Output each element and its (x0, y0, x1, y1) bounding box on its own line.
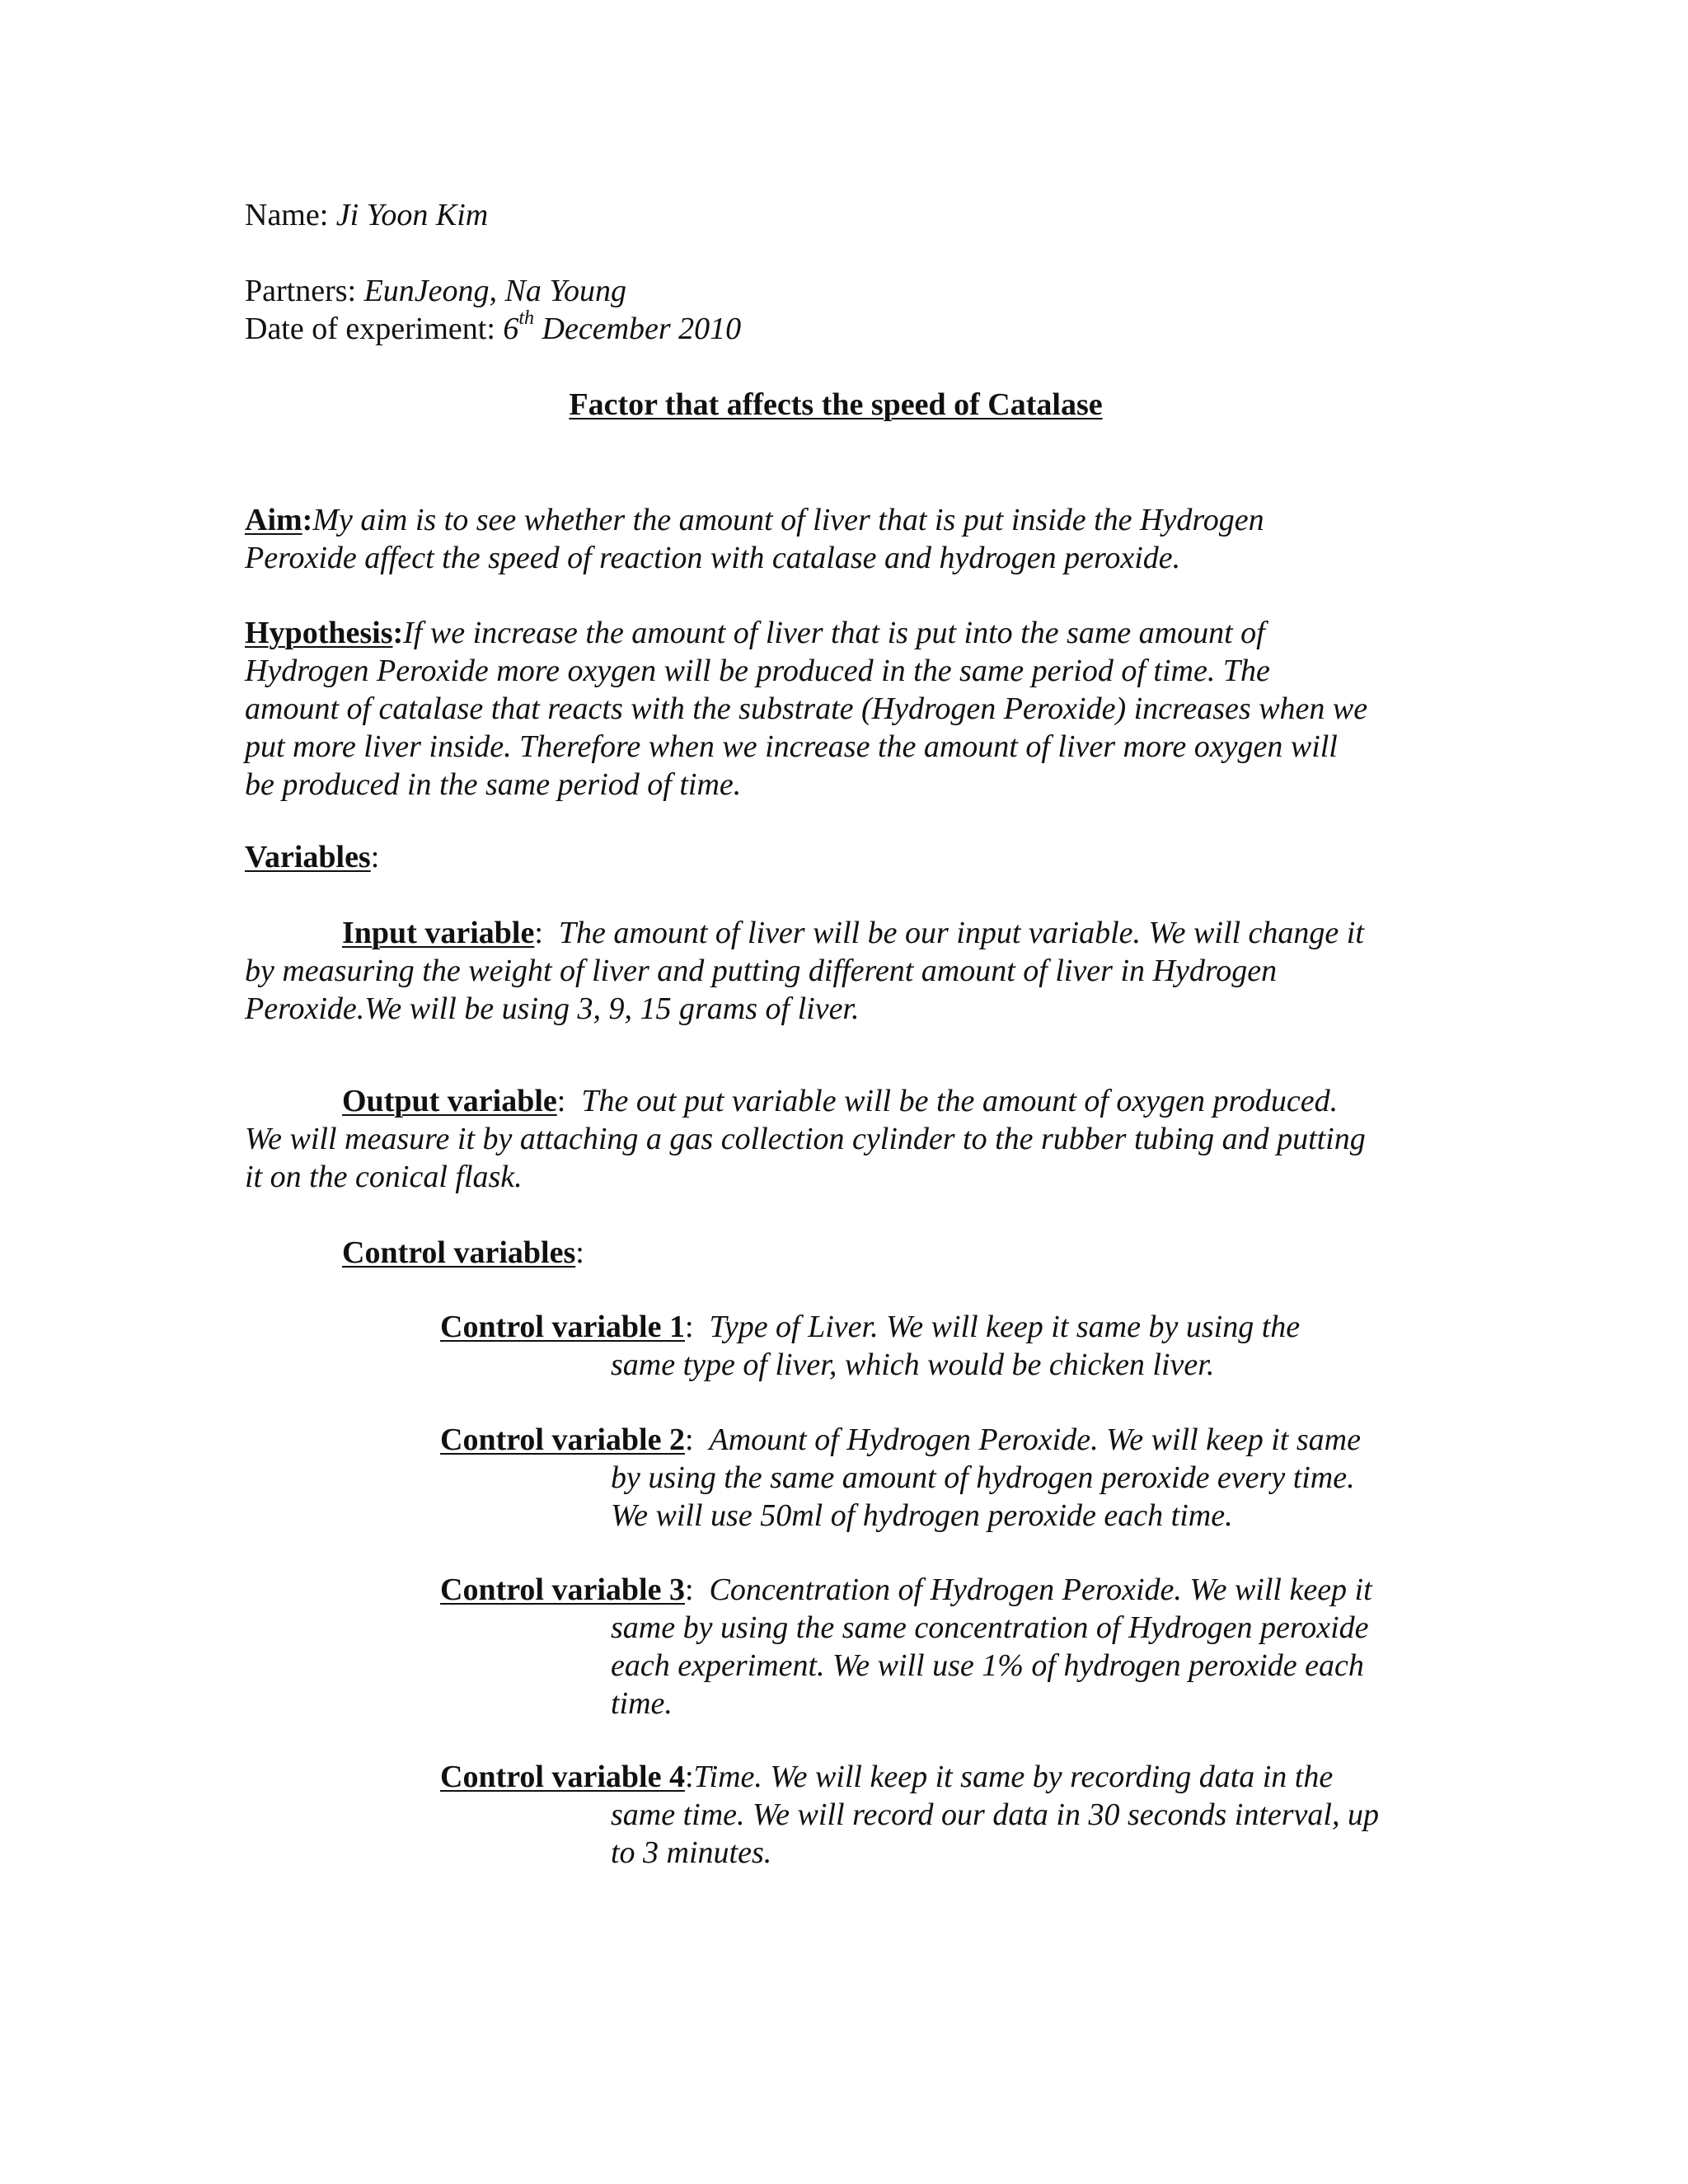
partners-value: EunJeong, Na Young (363, 274, 627, 308)
control-variable-1 (440, 1308, 1429, 1384)
input-text-2: by measuring the weight of liver and putting different amount of liver in Hydrogen (245, 954, 1278, 988)
cv2-text-2: by using the same amount of hydrogen peroxide every time. (611, 1460, 1355, 1495)
partners-label: Partners: (245, 274, 357, 308)
cv2-text-1: Amount of Hydrogen Peroxide. We will keep it same (709, 1422, 1361, 1457)
cv1-text-1: Type of Liver. We will keep it same by using the (709, 1310, 1301, 1344)
date-label: Date of experiment: (245, 312, 495, 346)
output-text-3: it on the conical flask. (245, 1160, 523, 1194)
name-value: Ji Yoon Kim (335, 198, 489, 232)
control-variables-heading (342, 1234, 584, 1272)
cv1-colon: : (684, 1310, 694, 1344)
output-variable-colon: : (556, 1084, 566, 1118)
title-text: Factor that affects the speed of Catalase (569, 387, 1103, 422)
cv3-text-1: Concentration of Hydrogen Peroxide. We will keep it (709, 1572, 1372, 1607)
variables-heading (245, 838, 379, 876)
cv4-text-1: Time. We will keep it same by recording data in the (693, 1760, 1334, 1794)
hypothesis-label: Hypothesis (245, 616, 393, 650)
cv2-label: Control variable 2 (440, 1422, 685, 1457)
output-text-1: The out put variable will be the amount of oxygen produced. (581, 1084, 1339, 1118)
aim-section (245, 501, 1432, 577)
aim-colon: : (302, 503, 313, 537)
cv3-text-2: same by using the same concentration of Hydrogen peroxide (611, 1610, 1369, 1645)
cv1-label: Control variable 1 (440, 1310, 685, 1344)
input-variable-label: Input variable (342, 916, 535, 950)
hypothesis-line-1 (245, 614, 1432, 652)
date-line (245, 307, 742, 348)
cv1-text-2: same type of liver, which would be chicken liver. (611, 1347, 1215, 1382)
cv3-text-4: time. (611, 1686, 673, 1721)
hypothesis-text-1: If we increase the amount of liver that is put into the same amount of (403, 616, 1265, 650)
input-line-1 (245, 914, 1432, 952)
hypothesis-text-4: put more liver inside. Therefore when we increase the amount of liver more oxygen will (245, 729, 1338, 764)
date-rest: December 2010 (542, 312, 742, 346)
date-suffix: th (518, 307, 535, 330)
output-line-1 (245, 1082, 1432, 1120)
name-label: Name: (245, 198, 329, 232)
control-variable-4 (440, 1758, 1429, 1872)
aim-text-1: My aim is to see whether the amount of liver that is put inside the Hydrogen (312, 503, 1264, 537)
name-line (245, 196, 488, 234)
aim-label: Aim (245, 503, 302, 537)
control-variable-3 (440, 1571, 1429, 1722)
input-variable-section (245, 914, 1432, 1028)
output-variable-label: Output variable (342, 1084, 557, 1118)
cv2-text-3: We will use 50ml of hydrogen peroxide each time. (611, 1498, 1233, 1533)
output-variable-section (245, 1082, 1432, 1196)
cv4-text-3: to 3 minutes. (611, 1835, 772, 1870)
document-title (0, 386, 1672, 424)
cv3-line-1 (440, 1571, 1429, 1609)
hypothesis-text-5: be produced in the same period of time. (245, 767, 742, 802)
hypothesis-colon: : (392, 616, 404, 650)
input-text-3: Peroxide.We will be using 3, 9, 15 grams of liver. (245, 991, 860, 1026)
cv2-line-1 (440, 1421, 1429, 1459)
cv3-label: Control variable 3 (440, 1572, 685, 1607)
cv3-colon: : (684, 1572, 694, 1607)
aim-line-1 (245, 501, 1432, 539)
cv4-label: Control variable 4 (440, 1760, 685, 1794)
partners-line (245, 272, 626, 310)
control-variable-2 (440, 1421, 1429, 1535)
output-text-2: We will measure it by attaching a gas collection cylinder to the rubber tubing and putting (245, 1122, 1366, 1156)
input-variable-colon: : (534, 916, 543, 950)
control-variables-colon: : (575, 1235, 584, 1270)
cv4-text-2: same time. We will record our data in 30 seconds interval, up (611, 1797, 1379, 1832)
control-variables-label: Control variables (342, 1235, 576, 1270)
hypothesis-text-3: amount of catalase that reacts with the substrate (Hydrogen Peroxide) increases when we (245, 691, 1368, 726)
input-text-1: The amount of liver will be our input variable. We will change it (558, 916, 1364, 950)
hypothesis-text-2: Hydrogen Peroxide more oxygen will be produced in the same period of time. The (245, 654, 1270, 688)
cv3-text-3: each experiment. We will use 1% of hydrogen peroxide each (611, 1648, 1364, 1683)
aim-text-2: Peroxide affect the speed of reaction with catalase and hydrogen peroxide. (245, 541, 1181, 575)
date-day: 6 (503, 312, 519, 346)
variables-label: Variables (245, 840, 371, 874)
cv1-line-1 (440, 1308, 1429, 1346)
cv4-line-1 (440, 1758, 1429, 1796)
date-value (503, 307, 742, 346)
hypothesis-section (245, 614, 1432, 804)
cv4-colon: : (684, 1760, 694, 1794)
variables-colon: : (370, 840, 380, 874)
cv2-colon: : (684, 1422, 694, 1457)
